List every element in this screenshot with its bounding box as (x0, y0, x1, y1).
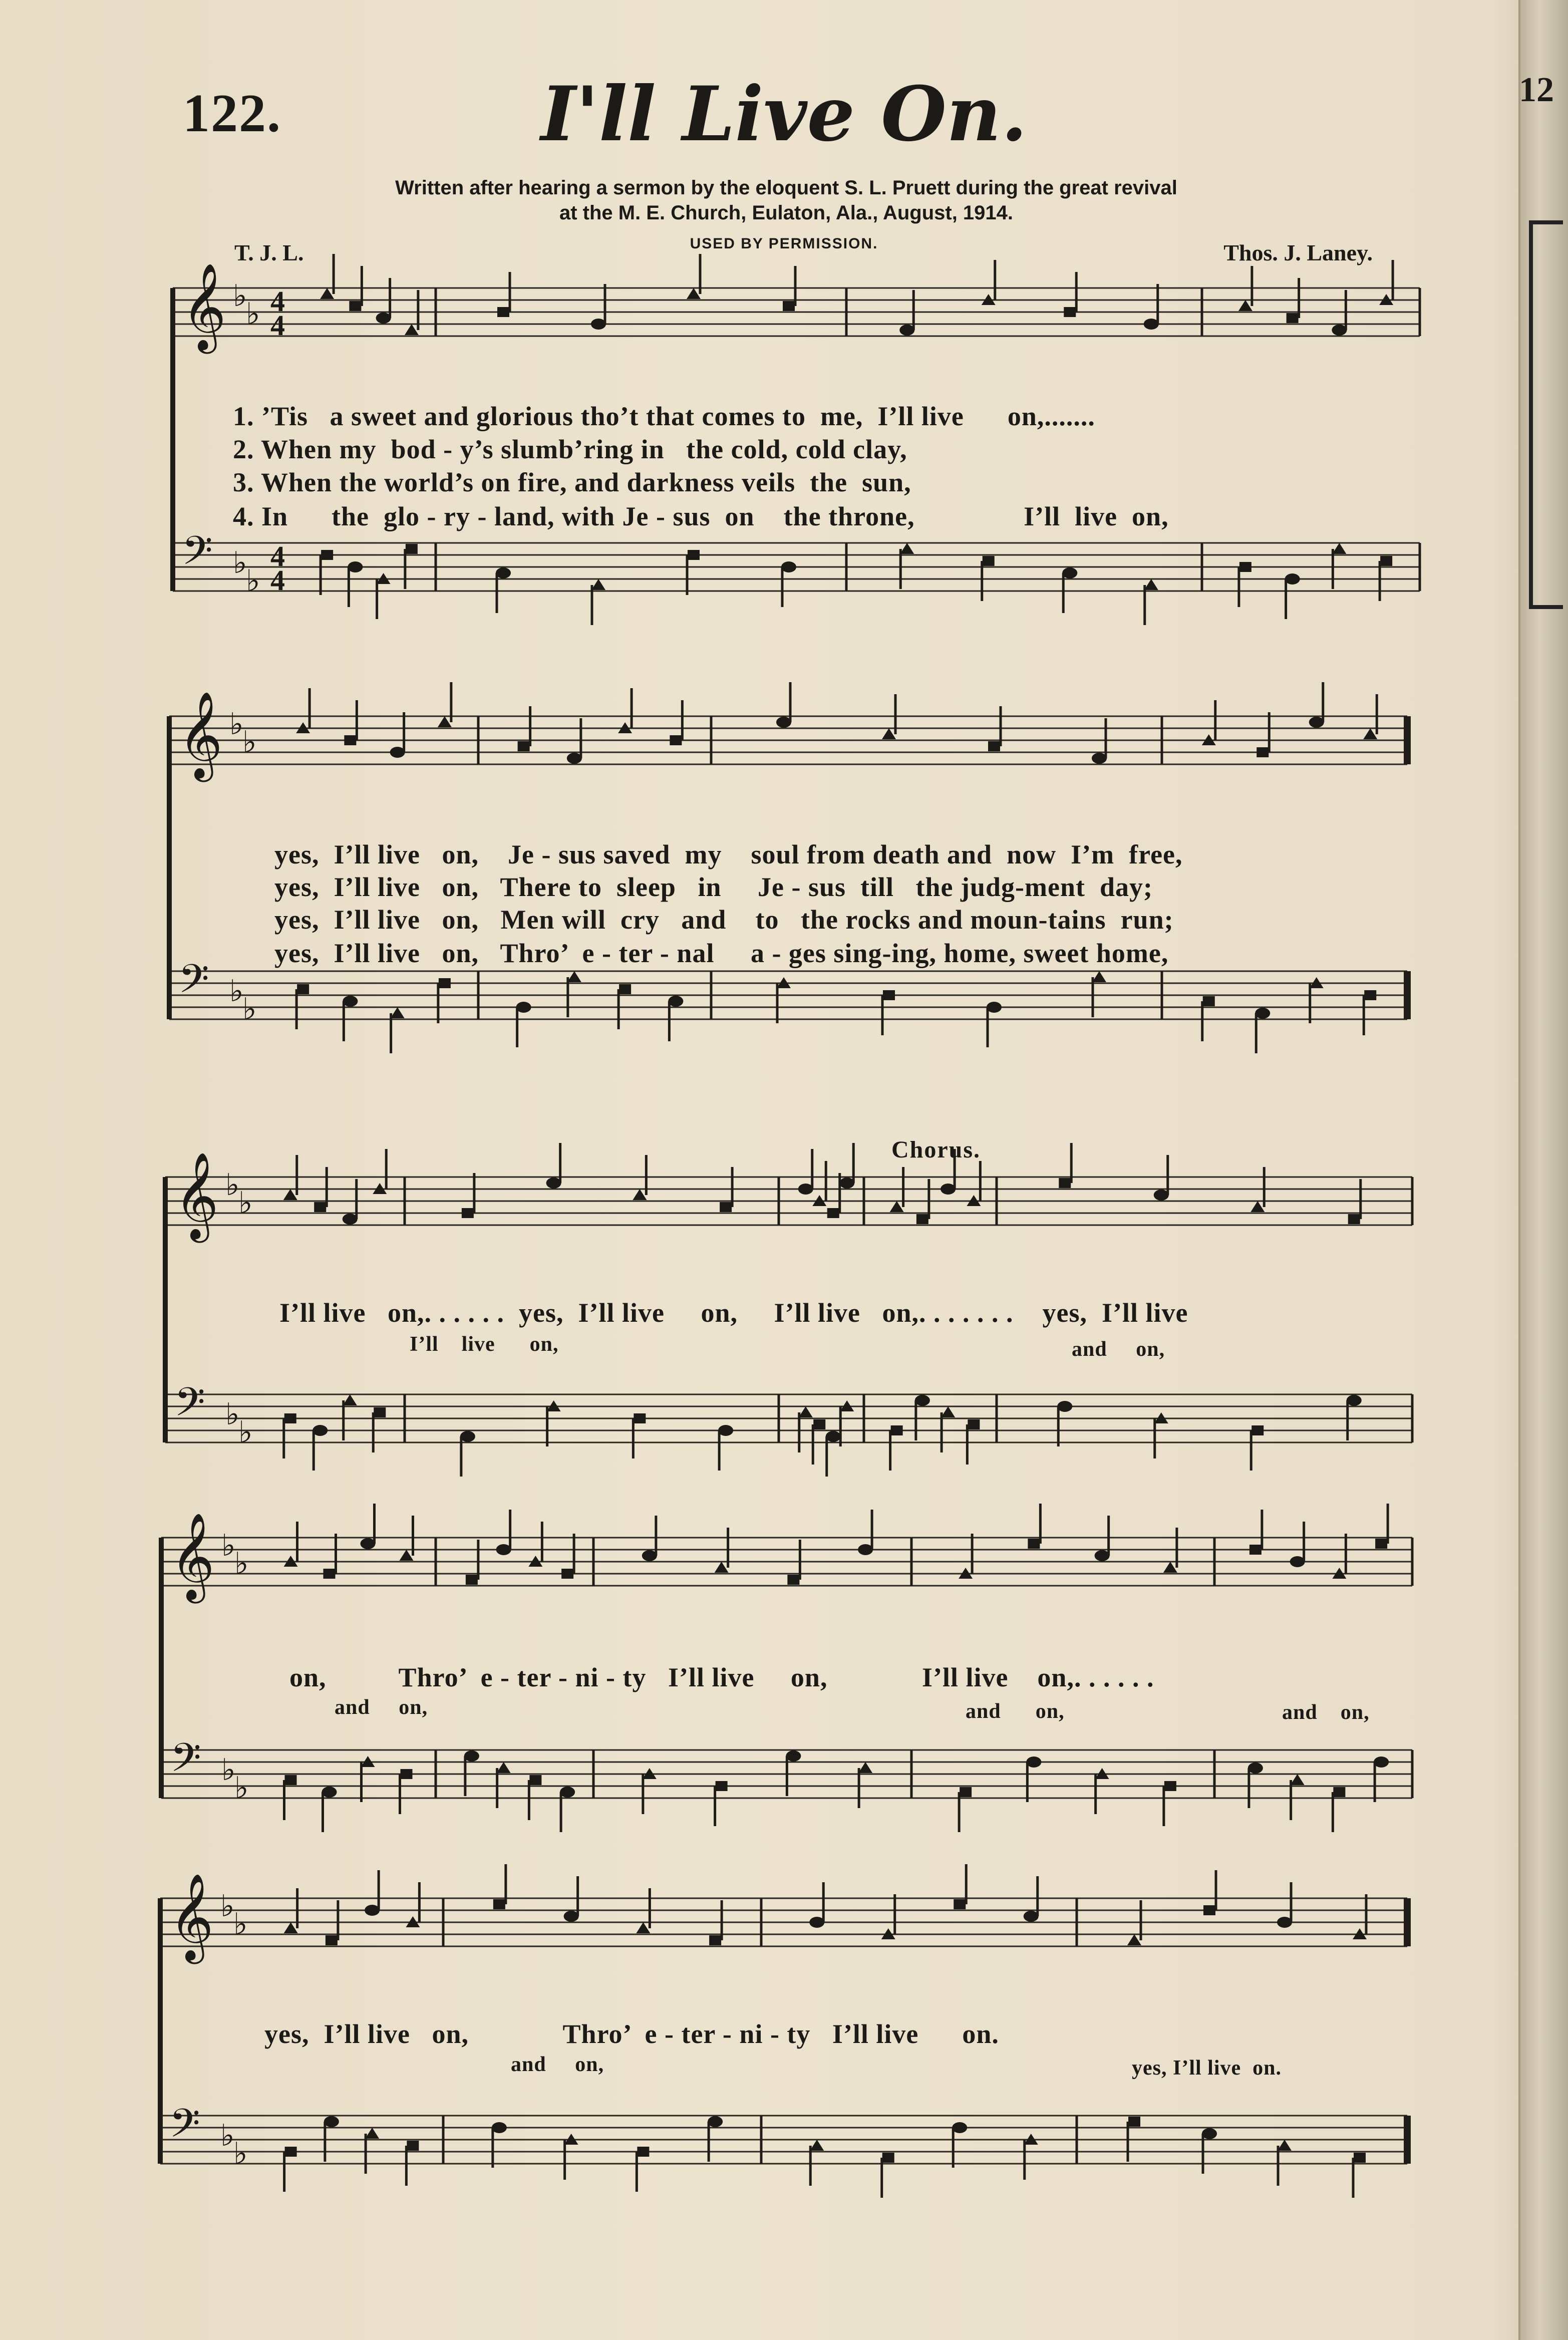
note-head (283, 1189, 297, 1200)
treble-clef-icon: 𝄞 (182, 263, 226, 350)
chorus-echo-lyric: and on, (335, 1696, 428, 1719)
note-head (709, 1935, 721, 1945)
note-head (326, 1935, 338, 1945)
note-head (960, 1787, 972, 1797)
note-head (1064, 307, 1076, 317)
note-head (1092, 971, 1106, 982)
note-head (988, 741, 1000, 751)
note-head (891, 1425, 903, 1435)
note-head (297, 984, 309, 994)
note-head (810, 2140, 824, 2151)
time-signature-top: 4 (270, 540, 285, 572)
note-head (1164, 1781, 1176, 1791)
flat-icon: ♭ (234, 1771, 249, 1806)
time-signature-top: 4 (270, 285, 285, 318)
flat-icon: ♭ (233, 2136, 248, 2171)
note-head (670, 735, 682, 745)
note-head (497, 307, 509, 317)
verse-1-line: yes, I’ll live on, Je - sus saved my soul from death and now I’m free, (274, 839, 1183, 869)
note-head (497, 1762, 511, 1773)
flat-icon: ♭ (234, 1546, 249, 1581)
flat-icon: ♭ (221, 1528, 236, 1563)
verse-2-line: yes, I’ll live on, There to sleep in Je - sus till the judg-ment day; (274, 872, 1153, 902)
note-head (529, 1775, 541, 1785)
note-head (1257, 747, 1269, 757)
note-head (1278, 2140, 1292, 2151)
note-head (1364, 990, 1376, 1000)
bass-clef-icon: 𝄢 (169, 2100, 200, 2156)
chorus-echo-lyric: and on, (1282, 1701, 1370, 1724)
note-head (320, 288, 334, 299)
note-head (1203, 996, 1215, 1006)
verse-4-line: yes, I’ll live on, Thro’ e - ter - nal a - ges sing-ing, home, sweet home, (274, 938, 1169, 968)
note-head (400, 1550, 414, 1561)
chorus-echo-lyric: I’ll live on, (410, 1333, 559, 1356)
note-head (493, 1899, 505, 1909)
note-head (716, 1781, 728, 1791)
flat-icon: ♭ (233, 545, 247, 580)
flat-icon: ♭ (242, 725, 257, 760)
note-head (827, 1208, 839, 1218)
treble-clef-icon: 𝄞 (169, 1873, 214, 1960)
note-head (900, 543, 914, 554)
flat-icon: ♭ (242, 992, 257, 1027)
note-head (1250, 1201, 1265, 1212)
flat-icon: ♭ (221, 1752, 236, 1788)
note-head (1251, 1425, 1264, 1435)
chorus-echo-lyric: and on, (511, 2053, 604, 2076)
note-head (619, 984, 631, 994)
note-head (715, 1562, 729, 1573)
note-head (720, 1202, 732, 1212)
chorus-lyric-line: I’ll live on,. . . . . . yes, I’ll live on, I’ll live on,. . . . . . . yes, I’ll live (279, 1298, 1188, 1328)
note-head (688, 550, 700, 560)
note-head (438, 716, 452, 727)
note-head (637, 2147, 649, 2157)
note-head (439, 978, 451, 988)
note-head (518, 741, 530, 751)
time-signature-bottom: 4 (270, 564, 285, 597)
note-head (1028, 1539, 1040, 1549)
permission-note: USED BY PERMISSION. (690, 235, 878, 252)
note-head (1333, 1787, 1345, 1797)
flat-icon: ♭ (246, 563, 260, 599)
subtitle-line: at the M. E. Church, Eulaton, Ala., August, 1914. (559, 202, 1014, 224)
verse-3-line: yes, I’ll live on, Men will cry and to the rocks and moun-tains run; (274, 905, 1174, 935)
bass-clef-icon: 𝄢 (178, 956, 209, 1012)
note-head (344, 735, 356, 745)
note-head (365, 2128, 379, 2139)
note-head (462, 1208, 474, 1218)
note-head (1363, 728, 1377, 739)
note-head (813, 1419, 825, 1429)
note-head (591, 579, 605, 590)
note-head (321, 550, 333, 560)
verse-4-line: 4. In the glo - ry - land, with Je - sus on the throne, I’ll live on, (233, 501, 1169, 531)
note-head (406, 544, 418, 554)
verse-3-line: 3. When the world’s on fire, and darkness veils the sun, (233, 467, 911, 497)
note-head (882, 2153, 894, 2163)
note-head (285, 2147, 297, 2157)
note-head (687, 288, 701, 299)
flat-icon: ♭ (229, 707, 244, 742)
lyricist-credit: T. J. L. (234, 240, 304, 265)
chorus-echo-lyric: and on, (1072, 1338, 1165, 1361)
note-head (1287, 313, 1299, 323)
flat-icon: ♭ (225, 1167, 240, 1203)
note-head (561, 1569, 573, 1579)
note-head (882, 728, 896, 739)
note-head (314, 1202, 326, 1212)
note-head (401, 1769, 413, 1779)
note-head (1380, 556, 1392, 566)
flat-icon: ♭ (238, 1415, 253, 1450)
note-head (374, 1407, 386, 1417)
note-head (1332, 543, 1346, 554)
note-head (349, 301, 361, 311)
note-head (916, 1214, 928, 1224)
note-head (799, 1406, 813, 1417)
bass-clef-icon: 𝄢 (170, 1734, 201, 1791)
flat-icon: ♭ (220, 2118, 235, 2153)
chorus-echo-lyric: yes, I’ll live on. (1132, 2057, 1282, 2080)
note-head (405, 324, 419, 335)
note-head (968, 1419, 980, 1429)
note-head (1291, 1774, 1305, 1785)
note-head (1348, 1214, 1360, 1224)
treble-clef-icon: 𝄞 (170, 1513, 215, 1600)
flat-icon: ♭ (238, 1186, 253, 1221)
note-head (391, 1007, 405, 1018)
note-head (1239, 562, 1251, 572)
flat-icon: ♭ (225, 1397, 240, 1432)
hymn-title: I'll Live On. (540, 70, 1028, 158)
verse-2-line: 2. When my bod - y’s slumb’ring in the cold, cold clay, (233, 434, 907, 464)
note-head (634, 1413, 646, 1423)
flat-icon: ♭ (233, 278, 247, 314)
note-head (407, 2141, 419, 2151)
chorus-lyric-line: on, Thro’ e - ter - ni - ty I’ll live on, I’ll live on,. . . . . . (289, 1662, 1154, 1692)
note-head (1144, 579, 1158, 590)
note-head (636, 1922, 650, 1933)
note-head (466, 1575, 478, 1585)
note-head (284, 1922, 298, 1933)
composer-credit: Thos. J. Laney. (1223, 240, 1373, 265)
note-head (324, 1569, 336, 1579)
chorus-label: Chorus. (891, 1136, 981, 1163)
note-head (1163, 1562, 1177, 1573)
note-head (954, 1899, 966, 1909)
next-page-number: 12 (1519, 71, 1554, 109)
note-head (1238, 300, 1252, 311)
note-head (567, 971, 581, 982)
note-head (858, 1762, 872, 1773)
note-head (983, 556, 995, 566)
flat-icon: ♭ (220, 1889, 235, 1924)
note-head (1203, 1905, 1215, 1915)
note-head (1127, 1934, 1141, 1945)
note-head (1375, 1539, 1387, 1549)
bass-clef-icon: 𝄢 (182, 527, 213, 583)
note-head (787, 1575, 799, 1585)
treble-clef-icon: 𝄞 (178, 691, 223, 778)
note-head (1059, 1178, 1071, 1188)
note-head (890, 1201, 904, 1212)
note-head (633, 1189, 647, 1200)
note-head (783, 301, 795, 311)
note-head (1128, 2117, 1140, 2127)
chorus-echo-lyric: and on, (966, 1700, 1065, 1723)
subtitle-line: Written after hearing a sermon by the eloquent S. L. Pruett during the great revival (395, 177, 1177, 199)
flat-icon: ♭ (246, 297, 260, 332)
note-head (883, 990, 895, 1000)
note-head (343, 1394, 357, 1405)
bass-clef-icon: 𝄢 (174, 1379, 205, 1435)
flat-icon: ♭ (233, 1907, 248, 1942)
verse-1-line: 1. ’Tis a sweet and glorious tho’t that comes to me, I’ll live on,....... (233, 401, 1095, 431)
flat-icon: ♭ (229, 974, 244, 1009)
note-head (285, 1775, 297, 1785)
note-head (941, 1406, 955, 1417)
note-head (1354, 2153, 1366, 2163)
time-signature-bottom: 4 (270, 309, 285, 342)
page-number: 122. (183, 84, 281, 143)
note-head (284, 1413, 296, 1423)
note-head (1249, 1545, 1262, 1555)
treble-clef-icon: 𝄞 (174, 1152, 219, 1239)
chorus-lyric-line: yes, I’ll live on, Thro’ e - ter - ni - ty I’ll live on. (264, 2019, 999, 2049)
